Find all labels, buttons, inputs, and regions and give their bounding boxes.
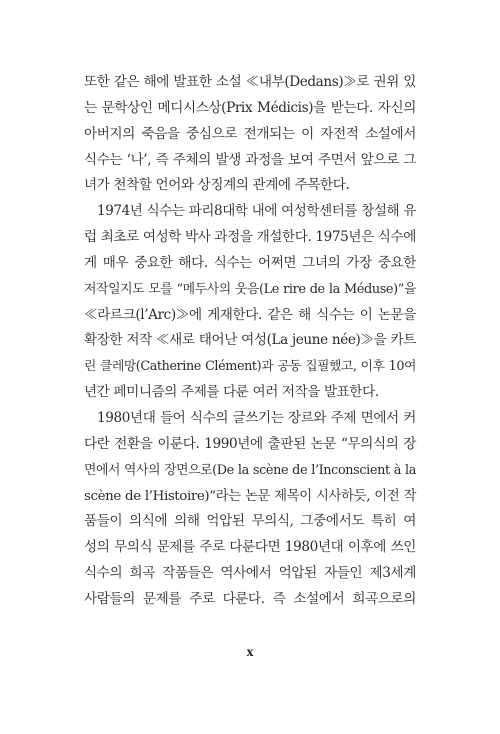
text-line: 저작일지도 모를 “메두사의 웃음(Le rire de la Méduse)”을: [84, 281, 416, 297]
text-line: 식수는 ‘나’, 즉 주체의 발생 과정을 보여 주면서 앞으로 그: [84, 151, 416, 168]
text-line: 또한 같은 해에 발표한 소설 ≪내부(Dedans)≫로 권위 있: [84, 74, 416, 90]
text-line: 게 매우 중요한 해다. 식수는 어쩌면 그녀의 가장 중요한: [84, 254, 416, 271]
text-line: 는 문학상인 메디시스상(Prix Médicis)을 받는다. 자신의: [84, 99, 416, 116]
text-line: 아버지의 죽음을 중심으로 전개되는 이 자전적 소설에서: [84, 125, 416, 142]
text-line: ≪라르크(l’Arc)≫에 게재한다. 같은 해 식수는 이 논문을: [84, 306, 416, 323]
page-body: [84, 70, 416, 613]
paragraph-2: [84, 199, 416, 406]
text-line: 확장한 저작 ≪새로 태어난 여성(La jeune née)≫을 카트: [84, 332, 416, 349]
text-line: 품들이 의식에 의해 억압된 무의식, 그중에서도 특히 여: [84, 513, 416, 530]
paragraph-3: [84, 406, 416, 613]
text-line: scène de l’Histoire)”라는 논문 제목이 시사하듯, 이전 작: [84, 488, 416, 504]
text-line: 사람들의 문제를 주로 다룬다. 즉 소설에서 희곡으로의: [84, 590, 416, 607]
text-line: 린 클레망(Catherine Clément)과 공동 집필했고, 이후 10여: [84, 359, 416, 375]
text-line: 럽 최초로 여성학 박사 과정을 개설한다. 1975년은 식수에: [84, 229, 416, 246]
text-line: 면에서 역사의 장면으로(De la scène de l’Inconscient à la: [84, 462, 416, 478]
text-line: 년간 페미니즘의 주제를 다룬 여러 저작을 발표한다.: [84, 384, 379, 401]
page-number: x: [246, 645, 254, 660]
text-line: 식수의 희곡 작품들은 역사에서 억압된 자들인 제3세계: [84, 565, 416, 582]
text-line: 다란 전환을 이룬다. 1990년에 출판된 논문 “무의식의 장: [84, 435, 416, 452]
text-line: 1974년 식수는 파리8대학 내에 여성학센터를 창설해 유: [97, 203, 416, 220]
text-line: 1980년대 들어 식수의 글쓰기는 장르와 주제 면에서 커: [97, 409, 416, 426]
paragraph-1: [84, 70, 416, 199]
text-line: 녀가 천착할 언어와 상징계의 관계에 주목한다.: [84, 177, 350, 194]
text-line: 성의 무의식 문제를 주로 다룬다면 1980년대 이후에 쓰인: [84, 539, 416, 556]
